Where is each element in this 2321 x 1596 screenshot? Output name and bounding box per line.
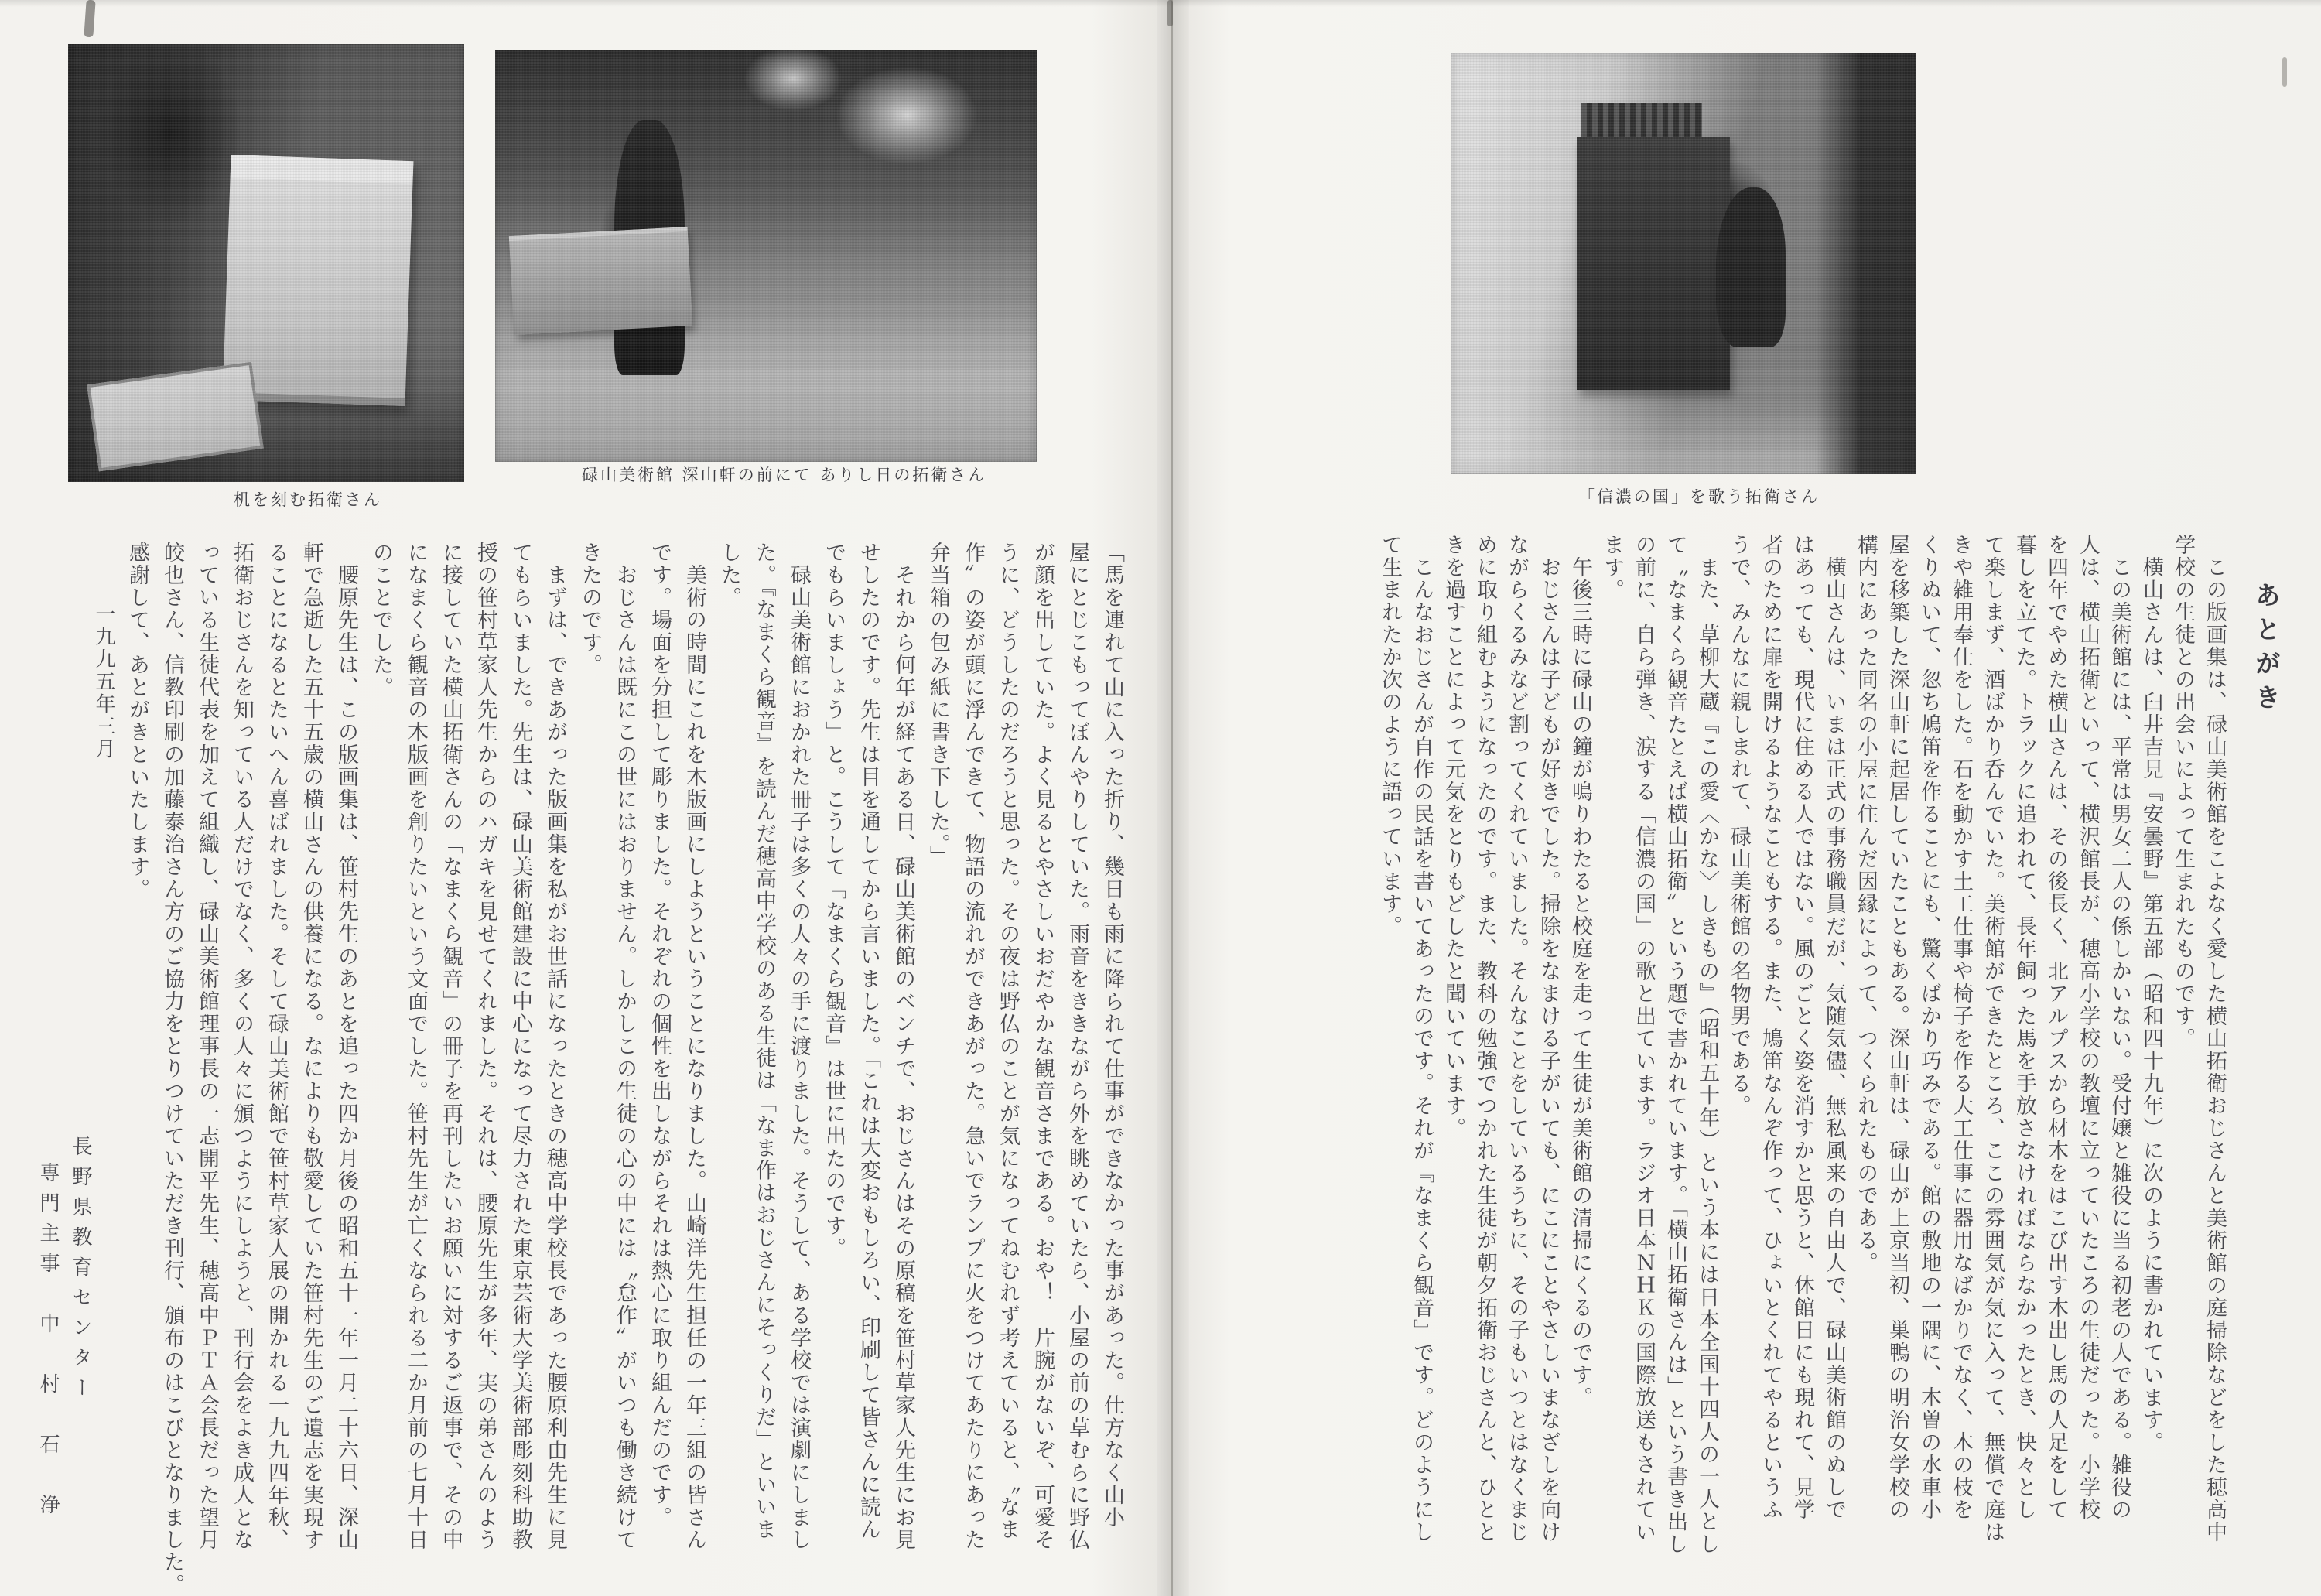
text-column: 学校の生徒との出会いによって生まれたものです。	[2171, 534, 2195, 1050]
text-column: くりぬいて、忽ち鳩笛を作ることにも、驚くばかり巧みである。館の敷地の一隅に、木曽の水車小	[1917, 534, 1941, 1521]
text-column: 横山さんは、臼井吉見『安曇野』第五部（昭和四十九年）に次のように書かれています。	[2139, 534, 2163, 1454]
text-column: て〝なまくら観音たとえば横山拓衛〟という題で書かれています。「横山拓衛さんは」という書き出し	[1663, 534, 1687, 1556]
text-column: 屋にとじこもってぼんやりしていた。雨音をききながら外を眺めていたら、小屋の前の草むらに野仏	[1065, 542, 1089, 1551]
afterword-heading: あとがき	[2251, 582, 2282, 718]
text-column: を四年でやめた横山さんは、その後長く、北アルプスから材木をはこび出す木出し馬の人足をして	[2044, 534, 2068, 1521]
gutter-shadow	[1157, 0, 1189, 1596]
photo-takue-outdoors	[495, 50, 1037, 462]
text-column: ます。	[1600, 534, 1624, 601]
gutter-crease-mark	[1167, 0, 1173, 26]
text-column: この版画集は、碌山美術館をこよなく愛した横山拓衛おじさんと美術館の庭掃除などをした穂高中	[2203, 534, 2227, 1543]
text-column: 暮しを立てた。トラックに追われて、長年飼った馬を手放さなければならなかったとき、快々とし	[2012, 534, 2036, 1521]
text-column: ることになるとたいへん喜ばれました。そして碌山美術館で笹村草家人展の開かれる一九九四年秋、	[265, 542, 289, 1551]
text-column: まずは、できあがった版画集を私がお世話になったときの穂高中学校長であった腰原利由先生に見	[543, 542, 567, 1551]
text-column: また、草柳大蔵『この愛〈かな〉しきもの』（昭和五十年）という本には日本全国十四人の一人とし	[1695, 534, 1719, 1556]
text-column: て楽しまず、酒ばかり呑んでいた。美術館ができたところ、ここの雰囲気が気に入って、無償で庭は	[1981, 534, 2005, 1543]
text-column: はあっても、現代に住める人ではない。風のごとく姿を消すかと思うと、休館日にも現れて、見学	[1790, 534, 1814, 1521]
right-page-text-columns	[1374, 534, 2282, 1591]
text-column: てもらいました。先生は、碌山美術館建設に中心になって尽力された東京芸術大学美術部彫刻科助教	[508, 542, 532, 1551]
text-column: が顔を出していた。よく見るとやさしいおだやかな観音さまである。おや！ 片腕がないぞ、可愛そ	[1031, 542, 1055, 1551]
left-page-text-columns	[120, 542, 1130, 1596]
text-column: でもらいましょう」と。こうして『なまくら観音』は世に出たのです。	[822, 542, 846, 1259]
text-column: 碌山美術館におかれた冊子は多くの人々の手に渡りました。そうして、ある学校では演劇にしまし	[787, 542, 811, 1551]
text-column: 弁当箱の包み紙に書き下した。」	[926, 542, 950, 868]
scan-artifact	[84, 0, 95, 37]
text-column: 者のために扉を開けるようなこともする。また、鳩笛なんぞ作って、ひょいとくれてやるというふ	[1759, 534, 1783, 1521]
text-column: 作〟の姿が頭に浮んできて、物語の流れができあがった。急いでランプに火をつけてあたりにあった	[961, 542, 985, 1551]
photo-detail-organ-pipes	[1581, 103, 1703, 170]
publication-date: 一九九五年三月	[92, 603, 115, 760]
text-column: 感謝して、あとがきといたします。	[125, 542, 149, 901]
text-column: こんなおじさんが自作の民話を書いてあったのです。それが『なまくら観音』です。どのようにし	[1410, 534, 1434, 1543]
text-column: た。『なまくら観音』を読んだ穂高中学校のある生徒は「なま作はおじさんにそっくりだ」といいま	[752, 542, 776, 1541]
text-column: のことでした。	[369, 542, 393, 699]
text-column: ながらくるみなど割ってくれていました。そんなことをしているうちに、その子もいつとはなくまじ	[1505, 534, 1529, 1543]
photo-caption-carving-desk: 机を刻む拓衛さん	[234, 490, 382, 509]
photo-singing-organ	[1451, 53, 1916, 474]
text-column: せしたのです。先生は目を通してから言いました。「これは大変おもしろい、印刷して皆さんに読ん	[856, 542, 880, 1541]
text-column: です。場面を分担して彫りました。それぞれの個性を出しながらそれは熱心に取り組んだのです。	[648, 542, 672, 1529]
text-column: きたのです。	[578, 542, 602, 676]
text-column: うに、どうしたのだろうと思った。その夜は野仏のことが気になってねむれず考えていると、〝なま	[996, 542, 1020, 1541]
text-column: 腰原先生は、この版画集は、笹村先生のあとを追った四か月後の昭和五十一年一月二十六日、深山	[334, 542, 358, 1551]
text-column: うで、みんなに親しまれて、碌山美術館の名物男である。	[1727, 534, 1751, 1117]
text-column: 構内にあった同名の小屋に住んだ因縁によって、つくられたものである。	[1854, 534, 1878, 1274]
photo-caption-singing-organ: 「信濃の国」を歌う拓衛さん	[1578, 487, 1820, 506]
signature-name: 専門主事 中 村 石 浄	[36, 1162, 60, 1524]
text-column: この美術館には、平常は男女二人の係しかいない。受付嬢と雑役に当る初老の人である。雑役の	[2107, 534, 2131, 1521]
text-column: おじさんは子どもが好きでした。掃除をなまける子がいても、にこにことやさしいまなざしを向け	[1537, 534, 1560, 1543]
text-column: めに取り組むようになったのです。また、教科の勉強でつかれた生徒が朝夕拓衛おじさんと、ひとと	[1473, 534, 1497, 1543]
text-column: 拓衛おじさんを知っている人だけでなく、多くの人々に頒つようにしようと、刊行会をよき成人とな	[230, 542, 254, 1551]
text-column: きを過すことによって元気をとりもどしたと聞いています。	[1441, 534, 1465, 1140]
scan-artifact	[2282, 57, 2287, 87]
text-column: っている生徒代表を加えて組織し、碌山美術館理事長の一志開平先生、穂高中ＰＴＡ会長だった望月	[195, 542, 219, 1551]
text-column: 「馬を連れて山に入った折り、幾日も雨に降られて仕事ができなかった事があった。仕方なく山小	[1100, 542, 1124, 1529]
photo-detail-figure	[614, 120, 685, 375]
text-column: 横山さんは、いまは正式の事務職員だが、気随気儘、無私風来の自由人で、碌山美術館のぬしで	[1822, 534, 1846, 1521]
text-column: した。	[717, 542, 741, 609]
text-column: になまくら観音の木版画を創りたいという文面でした。笹村先生が亡くなられる二か月前の七月十日	[404, 542, 428, 1551]
text-column: 屋を移築した深山軒に起居していたこともある。深山軒は、碌山が上京当初、巣鴨の明治女学校の	[1885, 534, 1909, 1521]
photo-detail-panel	[87, 361, 264, 471]
photo-detail-bench	[509, 227, 692, 335]
text-column: 午後三時に碌山の鐘が鳴りわたると校庭を走って生徒が美術館の清掃にくるのです。	[1568, 534, 1592, 1409]
photo-detail-seated-figure	[1716, 187, 1786, 347]
text-column: に接していた横山拓衛さんの「なまくら観音」の冊子を再刊したいお願いに対するご返事で、その中	[439, 542, 463, 1551]
signature-organization: 長野県教育センター	[69, 1136, 92, 1407]
photo-caption-takue-outdoors: 碌山美術館 深山軒の前にて ありし日の拓衛さん	[582, 466, 987, 484]
text-column: それから何年が経てある日、碌山美術館のベンチで、おじさんはその原稿を笹村草家人先生にお見	[891, 542, 915, 1551]
text-column: 軒で急逝した五十五歳の横山さんの供養になる。なによりも敬愛していた笹村先生のご遺志を実現す	[299, 542, 323, 1551]
photo-carving-desk	[68, 44, 464, 482]
text-column: 皎也さん、信教印刷の加藤泰治さん方のご協力をとりつけていただき刊行、頒布のはこびとなりました。	[160, 542, 184, 1596]
text-column: 授の笹村草家人先生からのハガキを見せてくれました。それは、腰原先生が多年、実の弟さんのよう	[473, 542, 497, 1551]
text-column: きや雑用奉仕をした。石を動かす土工仕事や椅子を作る大工仕事に器用なばかりでなく、木の枝を	[1949, 534, 1973, 1521]
text-column: の前に、自ら弾き、涙する「信濃の国」の歌と出ています。ラジオ日本ＮＨＫの国際放送もされてい	[1632, 534, 1656, 1543]
text-column: 人は、横山拓衛といって、横沢館長が、穂高小学校の教壇に立っていたころの生徒だった。小学校	[2076, 534, 2100, 1521]
text-column: おじさんは既にこの世にはおりません。しかしこの生徒の心の中には〝怠作〟がいつも働き続けて	[613, 542, 637, 1551]
photo-detail-desk	[222, 155, 412, 406]
text-column: 美術の時間にこれを木版画にしようということになりました。山崎洋先生担任の一年三組の皆さん	[682, 542, 706, 1551]
photo-detail-organ	[1577, 137, 1731, 390]
text-column: て生まれたか次のように語っています。	[1378, 534, 1402, 938]
gutter-crease	[1171, 0, 1173, 1596]
